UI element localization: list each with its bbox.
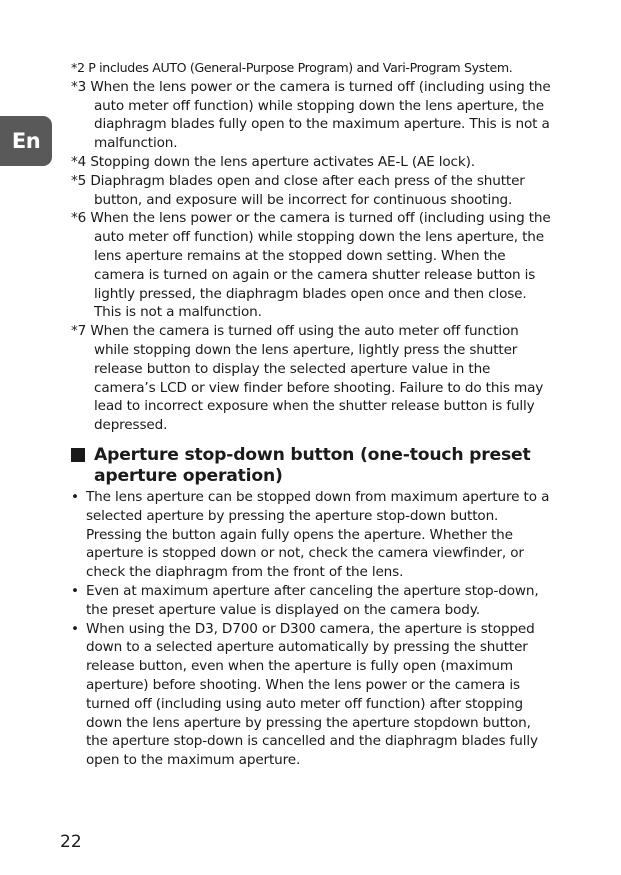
list-item-text: The lens aperture can be stopped down from maximum aperture to a selected aperture by pressing the aperture stop-down button. Pressing the button again fully opens the aperture. Whether the aperture is stopped down or not, check the camera viewfinder, or check the diaphragm from the front of the lens. xyxy=(86,488,550,581)
bullet-icon: • xyxy=(71,488,79,505)
bullet-icon: • xyxy=(71,582,79,599)
section-heading xyxy=(71,445,555,487)
list-item-text: When using the D3, D700 or D300 camera, the aperture is stopped down to a selected aperture automatically by pressing the shutter release button, even when the aperture is fully open (maximum aperture) before shooting. When the lens power or the camera is turned off (including using auto meter off function) after stopping down the lens aperture by pressing the aperture stopdown button, the aperture stop-down is cancelled and the diaphragm blades fully open to the maximum aperture. xyxy=(86,620,538,769)
language-tab xyxy=(0,116,52,166)
list-item-text: Even at maximum aperture after canceling the aperture stop-down, the preset aperture value is displayed on the camera body. xyxy=(86,582,539,618)
section-heading-text: Aperture stop-down button (one-touch preset aperture operation) xyxy=(94,444,531,486)
list-item xyxy=(71,582,555,620)
list-item xyxy=(71,488,555,582)
page-number: 22 xyxy=(60,832,82,852)
square-bullet-icon xyxy=(71,448,85,462)
footnote-3: *3 When the lens power or the camera is turned off (including using the auto meter off function) while stopping down the lens aperture, the diaphragm blades fully open to the maximum aperture. This is not a malfunction. xyxy=(71,78,551,152)
footnote-4: *4 Stopping down the lens aperture activates AE-L (AE lock). xyxy=(71,153,475,170)
language-tab-label: En xyxy=(11,129,41,153)
footnote-6: *6 When the lens power or the camera is turned off (including using the auto meter off function) while stopping down the lens aperture, the lens aperture remains at the stopped down setting. When the camera is turned on again or the camera shutter release button is lightly pressed, the diaphragm blades open once and then close. This is not a malfunction. xyxy=(71,210,551,321)
footnote-2: *2 P includes AUTO (General-Purpose Program) and Vari-Program System. xyxy=(71,60,513,75)
bullet-icon: • xyxy=(71,620,79,637)
footnote-7: *7 When the camera is turned off using the auto meter off function while stopping down the lens aperture, lightly press the shutter release button to display the selected aperture value in the camera’s LCD or view finder before shooting. Failure to do this may lead to incorrect exposure when the shutter release button is fully depressed. xyxy=(71,323,544,434)
list-item xyxy=(71,620,555,770)
page-content xyxy=(71,59,555,770)
footnote-5: *5 Diaphragm blades open and close after each press of the shutter button, and exposure will be incorrect for continuous shooting. xyxy=(71,172,525,208)
